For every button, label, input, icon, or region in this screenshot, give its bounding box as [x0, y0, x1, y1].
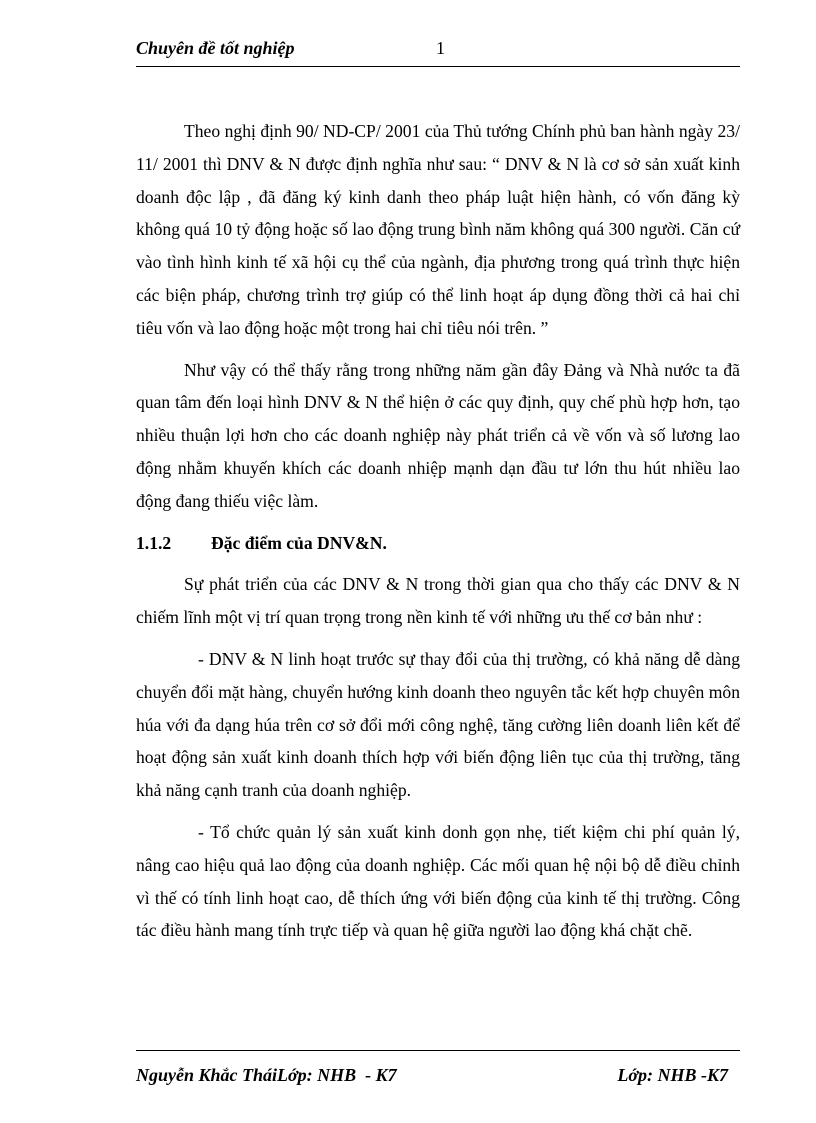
section-number: 1.1.2	[136, 532, 172, 553]
page-footer	[136, 1050, 740, 1085]
document-body	[136, 115, 740, 956]
page-number: 1	[436, 38, 445, 58]
section-title: Đặc điểm của DNV&N.	[211, 532, 387, 553]
paragraph-definition: Theo nghị định 90/ ND-CP/ 2001 của Thủ tướng Chính phủ ban hành ngày 23/ 11/ 2001 thì DNV & N được định nghĩa như sau: “ DNV & N là cơ sở sản xuất kinh doanh độc lập , đã đăng ký kinh danh theo pháp luật hiện hành, có vốn đăng kỳ không quá 10 tỷ động hoặc số lao động trung bình năm không quá 300 người. Căn cứ vào tình hình kinh tế xã hội cụ thể của ngành, địa phương trong quá trình thực hiện các biện pháp, chương trình trợ giúp có thể linh hoạt áp dụng đồng thời cả hai chỉ tiêu vốn và lao động hoặc một trong hai chỉ tiêu nói trên. ”	[136, 121, 740, 338]
paragraph-policy: Như vậy có thể thấy rằng trong những năm gần đây Đảng và Nhà nước ta đã quan tâm đến loại hình DNV & N thể hiện ở các quy định, quy chế phù hợp hơn, tạo nhiều thuận lợi hơn cho các doanh nghiệp này phát triển cả về vốn và số lương lao động nhằm khuyến khích các doanh nhiệp mạnh dạn đầu tư lớn thu hút nhiều lao động đang thiếu việc làm.	[136, 359, 740, 511]
paragraph-advantages-intro: Sự phát triển của các DNV & N trong thời gian qua cho thấy các DNV & N chiếm lĩnh một vị trí quan trọng trong nền kinh tế với những ưu thế cơ bản như :	[136, 574, 740, 628]
page-header	[136, 36, 740, 67]
bullet-management: - Tổ chức quản lý sản xuất kinh donh gọn nhẹ, tiết kiệm chi phí quản lý, nâng cao hiệu quả lao động của doanh nghiệp. Các mối quan hệ nội bộ dễ điều chỉnh vì thế có tính linh hoạt cao, dễ thích ứng với biến động của kinh tế thị trường. Công tác điều hành mang tính trực tiếp và quan hệ giữa người lao động khá chặt chẽ.	[136, 821, 740, 941]
bullet-flexibility: - DNV & N linh hoạt trước sự thay đổi của thị trường, có khả năng dễ dàng chuyển đổi mặt hàng, chuyển hướng kinh doanh theo nguyên tắc kết hợp chuyên môn húa với đa dạng húa trên cơ sở đổi mới công nghệ, tăng cường liên doanh liên kết để hoạt động sản xuất kinh doanh thích hợp với biến động liên tục của thị trường, tăng khả năng cạnh tranh của doanh nghiệp.	[136, 648, 740, 801]
footer-class: Lớp: NHB -K7	[617, 1065, 728, 1085]
section-heading	[136, 527, 740, 560]
footer-author: Nguyễn Khắc TháiLớp: NHB - K7	[136, 1065, 397, 1085]
header-title: Chuyên đề tốt nghiệp	[136, 38, 295, 58]
